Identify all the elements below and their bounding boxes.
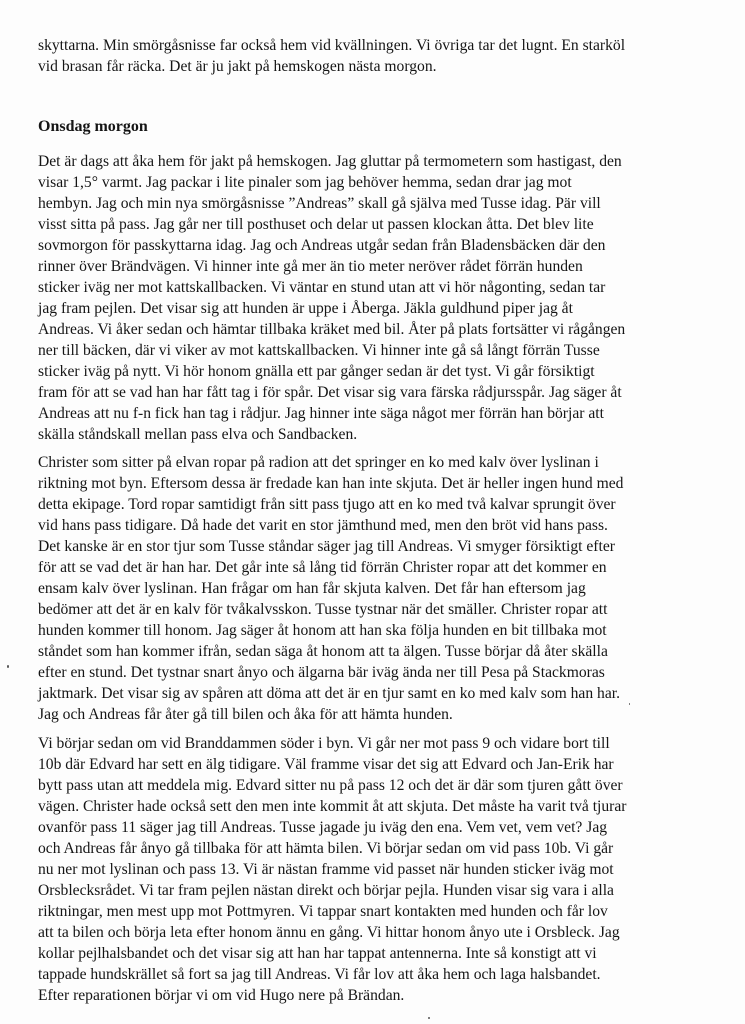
scan-speck: [428, 1017, 430, 1019]
text-line: bedömer att det är en kalv för tvåkalvsskon. Tusse tystnar när det smäller. Christer ropar att: [38, 601, 608, 618]
text-line: vid brasan får räcka. Det är ju jakt på hemskogen nästa morgon.: [38, 58, 437, 75]
text-line: för att se vad det är han har. Det går inte så lång tid förrän Christer ropar att det kommer en: [38, 559, 607, 576]
text-line: att ta bilen och börja leta efter honom ännu en gång. Vi hittar honom ånyo ute i Orsbleck. Jag: [38, 924, 620, 941]
scan-speck: [629, 703, 630, 705]
text-line: vägen. Christer hade också sett den men inte kommit åt att skjuta. Det måste ha varit två tjurar: [38, 798, 627, 815]
text-line: skyttarna. Min smörgåsnisse far också hem vid kvällningen. Vi övriga tar det lugnt. En starköl: [38, 37, 626, 54]
text-line: detta ekipage. Tord ropar samtidigt från sitt pass tjugo att en ko med två kalvar sprungit över: [38, 496, 616, 513]
text-line: rinner över Brändvägen. Vi hinner inte gå mer än tio meter neröver rådet förrän hunden: [38, 258, 583, 275]
text-line: 10b där Edvard har sett en älg tidigare. Väl framme visar det sig att Edvard och Jan-Erik har: [38, 756, 614, 773]
text-line: ensam kalv över lyslinan. Han frågar om han får skjuta kalven. Det får han eftersom jag: [38, 580, 586, 597]
text-line: Det kanske är en stor tjur som Tusse ståndar säger jag till Andreas. Vi smyger försiktigt efter: [38, 538, 615, 555]
text-line: vid hans pass tidigare. Då hade det varit en stor jämthund med, men den bröt vid hans pass.: [38, 517, 608, 534]
text-line: Andreas. Vi åker sedan och hämtar tillbaka kräket med bil. Åter på plats fortsätter vi rågången: [38, 321, 626, 338]
paragraph-3: [38, 733, 718, 1006]
text-line: visar 1,5° varmt. Jag packar i lite pinaler som jag behöver hemma, sedan drar jag mot: [38, 174, 572, 191]
text-line: bytt pass utan att meddela mig. Edvard sitter nu på pass 12 och det är där som tjuren gått över: [38, 777, 623, 794]
text-line: sticker iväg ner mot kattskallbacken. Vi väntar en stund utan att vi hör någonting, sedan tar: [38, 279, 606, 296]
text-line: Det är dags att åka hem för jakt på hemskogen. Jag gluttar på termometern som hastigast, den: [38, 153, 622, 170]
text-line: nu ner mot lyslinan och pass 13. Vi är nästan framme vid passet när hunden sticker iväg mot: [38, 861, 614, 878]
text-line: sovmorgon för passkyttarna idag. Jag och Andreas utgår sedan från Bladensbäcken där den: [38, 237, 606, 254]
text-line: hembyn. Jag och min nya smörgåsnisse ”Andreas” skall gå själva med Tusse idag. Pär vill: [38, 195, 601, 212]
section-heading: Onsdag morgon: [38, 118, 148, 135]
text-line: visst sitta på pass. Jag går ner till posthuset och delar ut passen klockan åtta. Det blev lite: [38, 216, 594, 233]
paragraph-1: [38, 151, 718, 445]
scan-speck: [7, 665, 9, 668]
text-line: Efter reparationen börjar vi om vid Hugo nere på Brändan.: [38, 987, 405, 1004]
intro-paragraph: [38, 35, 718, 77]
text-line: efter en stund. Det tystnar snart ånyo och älgarna bär iväg ända ner till Pesa på Stackmoras: [38, 664, 605, 681]
text-line: hunden kommer till honom. Jag säger åt honom att han ska följa hunden en bit tillbaka mot: [38, 622, 607, 639]
text-line: sticker iväg på nytt. Vi hör honom gnälla ett par gånger sedan är det tyst. Vi går försiktigt: [38, 363, 595, 380]
paragraph-2: [38, 452, 718, 725]
text-line: ståndet som han kommer ifrån, sedan säga åt honom att ta älgen. Tusse börjar då åter skälla: [38, 643, 608, 660]
text-line: skälla ståndskall mellan pass elva och Sandbacken.: [38, 426, 358, 443]
text-line: ner till bäcken, där vi viker av mot kattskallbacken. Vi hinner inte gå så långt förrän Tusse: [38, 342, 600, 359]
text-line: tappade hundskrället så fort sa jag till Andreas. Vi får lov att åka hem och laga halsbandet.: [38, 966, 601, 983]
text-line: ovanför pass 11 säger jag till Andreas. Tusse jagade ju iväg den ena. Vem vet, vem vet? Jag: [38, 819, 608, 836]
text-line: jag fram pejlen. Det visar sig att hunden är uppe i Åberga. Jäkla guldhund piper jag åt: [38, 300, 573, 317]
text-line: och Andreas får ånyo gå tillbaka för att hämta bilen. Vi börjar sedan om vid pass 10b. Vi går: [38, 840, 614, 857]
text-line: Vi börjar sedan om vid Branddammen söder i byn. Vi går ner mot pass 9 och vidare bort till: [38, 735, 610, 752]
text-line: riktningar, men mest upp mot Pottmyren. Vi tappar snart kontakten med hunden och får lov: [38, 903, 608, 920]
text-line: jaktmark. Det visar sig av spåren att döma att det är en tjur samt en ko med kalv som han har.: [38, 685, 621, 702]
text-line: Christer som sitter på elvan ropar på radion att det springer en ko med kalv över lyslinan i: [38, 454, 599, 471]
text-line: riktning mot byn. Eftersom dessa är fredade kan han inte skjuta. Det är heller ingen hund med: [38, 475, 624, 492]
text-line: fram för att se vad han har fått tag i för spår. Det visar sig vara färska rådjursspår. Jag säger åt: [38, 384, 622, 401]
text-line: Andreas att nu f-n fick han tag i rådjur. Jag hinner inte säga något mer förrän han börjar att: [38, 405, 604, 422]
text-line: kollar pejlhalsbandet och det visar sig att han har tappat antennerna. Inte så konstigt att vi: [38, 945, 597, 962]
text-line: Orsblecksrådet. Vi tar fram pejlen nästan direkt och börjar pejla. Hunden visar sig vara i alla: [38, 882, 614, 899]
text-line: Jag och Andreas får åter gå till bilen och åka för att hämta hunden.: [38, 706, 453, 723]
